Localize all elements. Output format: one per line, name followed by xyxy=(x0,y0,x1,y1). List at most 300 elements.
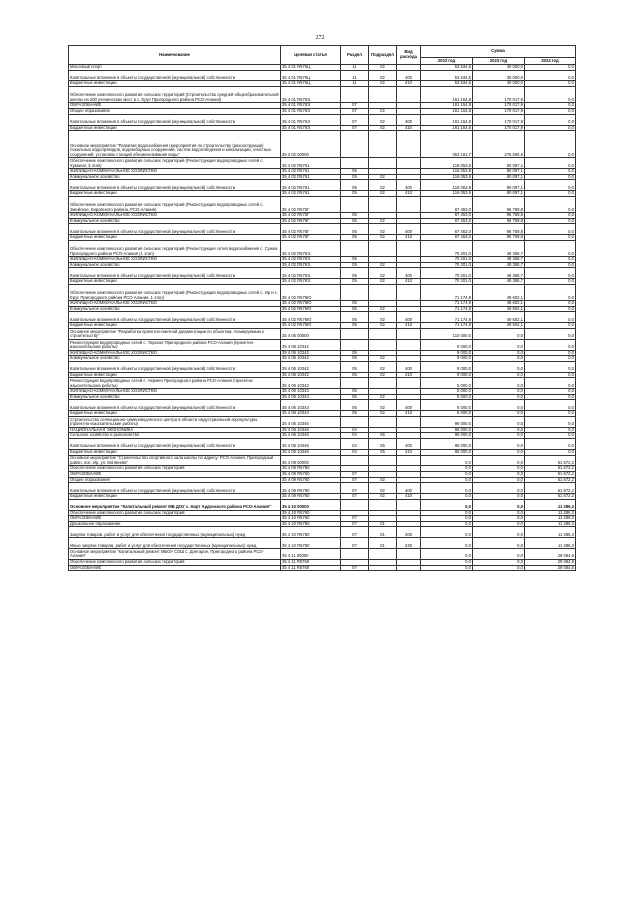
cell-2022: 5 000,0 xyxy=(421,400,473,411)
cell-code: 35 4 06 10343 xyxy=(281,389,341,395)
cell-2022: 5 000,0 xyxy=(421,394,473,400)
cell-section: 05 xyxy=(341,411,369,417)
table-row xyxy=(69,328,576,339)
cell-code: 35 4 09 R5760 xyxy=(281,483,341,494)
table-row xyxy=(69,499,576,510)
cell-2022: 5 000,0 xyxy=(421,389,473,395)
cell-name: Закупка товаров, работ и услуг для обеспечения государственных (муниципальных) нужд xyxy=(69,527,281,538)
table-row xyxy=(69,240,576,256)
cell-code: 35 4 10 R5760 xyxy=(281,538,341,549)
cell-2024: 0,0 xyxy=(525,103,576,109)
cell-subsection: 02 xyxy=(369,483,397,494)
cell-subsection: 02 xyxy=(369,70,397,81)
cell-2023: 48 356,7 xyxy=(473,257,525,263)
cell-name: Капитальные вложения в объекты государственной (муниципальной) собственности xyxy=(69,361,281,372)
cell-subsection: 05 xyxy=(369,439,397,450)
cell-section: 07 xyxy=(341,114,369,125)
cell-section: 05 xyxy=(341,235,369,241)
cell-name: Дошкольное образование xyxy=(69,521,281,527)
cell-2022: 5 000,0 xyxy=(421,411,473,417)
cell-2023: 48 356,7 xyxy=(473,279,525,285)
cell-code: 35 4 02 R576Г xyxy=(281,196,341,212)
cell-code: 35 4 06 10343 xyxy=(281,411,341,417)
cell-code: 35 4 02 R576Ю xyxy=(281,301,341,307)
cell-2022: 71 174,9 xyxy=(421,323,473,329)
cell-section: 05 xyxy=(341,301,369,307)
cell-2023: 0,0 xyxy=(473,499,525,510)
cell-subsection: 01 xyxy=(369,521,397,527)
cell-code: 35 4 06 10343 xyxy=(281,400,341,411)
cell-2024: 61 672,2 xyxy=(525,455,576,466)
cell-2024: 0,0 xyxy=(525,235,576,241)
cell-section xyxy=(341,416,369,427)
cell-2023: 0,0 xyxy=(473,372,525,378)
cell-2022: 0,0 xyxy=(421,560,473,566)
cell-section xyxy=(341,87,369,103)
cell-name: ЖИЛИЩНО-КОММУНАЛЬНОЕ ХОЗЯЙСТВО xyxy=(69,169,281,175)
cell-2022: 0,0 xyxy=(421,483,473,494)
cell-code: 35 4 11 00000 xyxy=(281,549,341,560)
cell-2022: 5 000,0 xyxy=(421,378,473,389)
cell-2023: 49 602,1 xyxy=(473,306,525,312)
cell-2024: 0,0 xyxy=(525,174,576,180)
cell-subsection xyxy=(369,549,397,560)
cell-expense-type xyxy=(397,565,421,571)
cell-2024: 0,0 xyxy=(525,196,576,212)
cell-code: 35 4 06 10346 xyxy=(281,433,341,439)
cell-code: 35 4 06 10343 xyxy=(281,378,341,389)
cell-2023: 170 017,9 xyxy=(473,125,525,131)
cell-name: Обеспечение комплексного развития сельских территорий xyxy=(69,560,281,566)
cell-2024: 0,0 xyxy=(525,131,576,158)
cell-section: 05 xyxy=(341,180,369,191)
table-row xyxy=(69,378,576,389)
cell-name: Коммунальное хозяйство xyxy=(69,306,281,312)
cell-2023: 80 097,1 xyxy=(473,169,525,175)
cell-2023: 48 356,7 xyxy=(473,262,525,268)
cell-2022: 110 000,0 xyxy=(421,328,473,339)
cell-2023: 0,0 xyxy=(473,565,525,571)
cell-name: Реконструкция водопроводных сетей с. Чермен Пригородного района РСО-Алания (проектно-изыскательские работы) xyxy=(69,378,281,389)
cell-name: Обеспечение комплексного развития сельских территорий xyxy=(69,510,281,516)
cell-name: Основное мероприятие "Строительство спортивного зала школы по адресу: РСО-Алания, Пригородный район, пос. Ир, ул. Матвеева" xyxy=(69,455,281,466)
cell-2024: 0,0 xyxy=(525,158,576,169)
cell-section: 07 xyxy=(341,521,369,527)
cell-code: 35 4 02 R576Ю xyxy=(281,306,341,312)
cell-2023: 96 759,8 xyxy=(473,213,525,219)
cell-subsection: 02 xyxy=(369,372,397,378)
cell-code: 35 4 01 R576Э xyxy=(281,103,341,109)
cell-2023: 48 356,7 xyxy=(473,268,525,279)
cell-2022: 161 154,8 xyxy=(421,87,473,103)
cell-section: 07 xyxy=(341,527,369,538)
cell-subsection: 02 xyxy=(369,109,397,115)
cell-section: 05 xyxy=(341,394,369,400)
cell-2024: 0,0 xyxy=(525,350,576,356)
cell-2023: 48 356,7 xyxy=(473,240,525,256)
cell-section: 05 xyxy=(341,213,369,219)
cell-section: 05 xyxy=(341,174,369,180)
cell-2022: 0,0 xyxy=(421,472,473,478)
cell-subsection: 02 xyxy=(369,411,397,417)
cell-2022: 67 453,0 xyxy=(421,218,473,224)
cell-section: 05 xyxy=(341,279,369,285)
cell-code: 35 4 06 00000 xyxy=(281,328,341,339)
cell-subsection: 02 xyxy=(369,477,397,483)
table-row xyxy=(69,131,576,158)
cell-subsection: 02 xyxy=(369,279,397,285)
header-2024: 2024 год xyxy=(525,58,576,65)
cell-subsection xyxy=(369,131,397,158)
cell-section: 05 xyxy=(341,356,369,362)
cell-name: Обеспечение комплексного развития сельских территорий (Реконструкция водопроводных сетей с. Хумалаг, 3 этап) xyxy=(69,158,281,169)
cell-section: 07 xyxy=(341,538,369,549)
cell-2022: 71 174,9 xyxy=(421,306,473,312)
cell-subsection: 02 xyxy=(369,235,397,241)
cell-2022: 161 154,8 xyxy=(421,125,473,131)
cell-section: 05 xyxy=(341,268,369,279)
header-subsection: Подраздел xyxy=(369,46,397,65)
table-row xyxy=(69,400,576,411)
cell-subsection: 05 xyxy=(369,449,397,455)
cell-name: Бюджетные инвестиции xyxy=(69,125,281,131)
cell-code: 35 4 02 R5761 xyxy=(281,158,341,169)
cell-2023: 96 759,8 xyxy=(473,196,525,212)
cell-code: 35 4 01 R576Э xyxy=(281,109,341,115)
cell-subsection xyxy=(369,339,397,350)
table-body xyxy=(69,65,576,571)
cell-code: 35 4 02 R576Ю xyxy=(281,323,341,329)
cell-name: ОБРАЗОВАНИЕ xyxy=(69,103,281,109)
cell-section: 07 xyxy=(341,494,369,500)
cell-section: 05 xyxy=(341,257,369,263)
cell-subsection: 02 xyxy=(369,224,397,235)
cell-2024: 0,0 xyxy=(525,114,576,125)
header-2023: 2023 год xyxy=(473,58,525,65)
cell-code: 35 4 01 R576Э xyxy=(281,114,341,125)
cell-expense-type xyxy=(397,499,421,510)
cell-name: ОБРАЗОВАНИЕ xyxy=(69,472,281,478)
cell-code: 35 4 01 R576Э xyxy=(281,87,341,103)
cell-2022: 96 000,0 xyxy=(421,433,473,439)
cell-subsection xyxy=(369,284,397,300)
cell-2023: 0,0 xyxy=(473,549,525,560)
cell-2023: 0,0 xyxy=(473,560,525,566)
cell-code: 35 4 09 R5760 xyxy=(281,472,341,478)
cell-expense-type xyxy=(397,87,421,103)
cell-2022: 96 000,0 xyxy=(421,416,473,427)
cell-expense-type: 400 xyxy=(397,439,421,450)
cell-2022: 0,0 xyxy=(421,510,473,516)
cell-expense-type: 410 xyxy=(397,411,421,417)
cell-name: ОБРАЗОВАНИЕ xyxy=(69,516,281,522)
cell-name: Капитальные вложения в объекты государственной (муниципальной) собственности xyxy=(69,400,281,411)
cell-name: Основное мероприятие "Капитальный ремонт МБОУ СОШ с. Донгарон, Пригородного района РСО-Алания" xyxy=(69,549,281,560)
cell-2023: 30 000,0 xyxy=(473,70,525,81)
cell-2023: 49 602,1 xyxy=(473,301,525,307)
cell-2023: 0,0 xyxy=(473,433,525,439)
cell-section: 11 xyxy=(341,81,369,87)
cell-name: Коммунальное хозяйство xyxy=(69,174,281,180)
cell-expense-type: 410 xyxy=(397,125,421,131)
cell-code: 35 4 02 R576Г xyxy=(281,213,341,219)
cell-2023: 80 097,1 xyxy=(473,191,525,197)
cell-section: 05 xyxy=(341,400,369,411)
cell-2023: 0,0 xyxy=(473,527,525,538)
cell-2024: 0,0 xyxy=(525,339,576,350)
cell-expense-type: 410 xyxy=(397,323,421,329)
cell-2023: 0,0 xyxy=(473,455,525,466)
cell-section: 05 xyxy=(341,389,369,395)
cell-code: 35 4 06 10346 xyxy=(281,449,341,455)
cell-2024: 0,0 xyxy=(525,439,576,450)
cell-2024: 0,0 xyxy=(525,312,576,323)
cell-2022: 0,0 xyxy=(421,494,473,500)
cell-subsection: 02 xyxy=(369,180,397,191)
cell-code: 35 4 06 10343 xyxy=(281,394,341,400)
cell-section: 04 xyxy=(341,427,369,433)
cell-2022: 0,0 xyxy=(421,477,473,483)
cell-name: Капитальные вложения в объекты государственной (муниципальной) собственности xyxy=(69,268,281,279)
cell-subsection: 02 xyxy=(369,268,397,279)
cell-name: Коммунальное хозяйство xyxy=(69,356,281,362)
cell-code: 35 4 09 R5760 xyxy=(281,477,341,483)
cell-code: 35 4 02 R576Э xyxy=(281,279,341,285)
cell-subsection: 02 xyxy=(369,356,397,362)
cell-2024: 61 672,2 xyxy=(525,466,576,472)
cell-2022: 71 174,9 xyxy=(421,284,473,300)
cell-2022: 70 201,0 xyxy=(421,240,473,256)
cell-subsection xyxy=(369,328,397,339)
cell-section xyxy=(341,455,369,466)
cell-name: Обеспечение комплексного развития сельских территорий (Реконструкция водопроводных сетей с. Змейское, Кировского района, РСО-Алания) xyxy=(69,196,281,212)
cell-2024: 0,0 xyxy=(525,240,576,256)
cell-name: Реконструкция водопроводных сетей с. Тарское Пригородного района РСО-Алания (проектно-изыскательские работы) xyxy=(69,339,281,350)
cell-2022: 0,0 xyxy=(421,527,473,538)
cell-name: ОБРАЗОВАНИЕ xyxy=(69,565,281,571)
header-sum: Сумма xyxy=(421,46,576,58)
cell-expense-type: 410 xyxy=(397,449,421,455)
cell-code: 35 4 11 R5760 xyxy=(281,565,341,571)
table-row xyxy=(69,527,576,538)
cell-name: Бюджетные инвестиции xyxy=(69,323,281,329)
cell-subsection: 01 xyxy=(369,527,397,538)
cell-subsection: 02 xyxy=(369,312,397,323)
cell-expense-type: 410 xyxy=(397,235,421,241)
cell-code: 35 4 02 R576Г xyxy=(281,224,341,235)
cell-2022: 0,0 xyxy=(421,499,473,510)
cell-section: 07 xyxy=(341,516,369,522)
table-header xyxy=(69,46,576,65)
cell-name: Бюджетные инвестиции xyxy=(69,449,281,455)
cell-name: Основное мероприятие "Разработка проектно-сметной документации по объектам, планируемым к строительству" xyxy=(69,328,281,339)
cell-section: 07 xyxy=(341,125,369,131)
cell-subsection xyxy=(369,499,397,510)
cell-2023: 0,0 xyxy=(473,378,525,389)
cell-2024: 0,0 xyxy=(525,400,576,411)
cell-name: Обеспечение комплексного развития сельских территорий xyxy=(69,466,281,472)
cell-2022: 70 201,0 xyxy=(421,257,473,263)
cell-2024: 11 286,3 xyxy=(525,527,576,538)
cell-2024: 0,0 xyxy=(525,109,576,115)
cell-code: 35 4 09 R5760 xyxy=(281,494,341,500)
cell-code: 35 4 02 R576Ю xyxy=(281,284,341,300)
cell-subsection: 02 xyxy=(369,174,397,180)
cell-2024: 0,0 xyxy=(525,279,576,285)
cell-2022: 161 154,8 xyxy=(421,109,473,115)
header-expense-type: Вид расхода xyxy=(397,46,421,65)
cell-2024: 61 672,2 xyxy=(525,483,576,494)
cell-subsection: 02 xyxy=(369,361,397,372)
cell-2022: 0,0 xyxy=(421,516,473,522)
cell-name: Бюджетные инвестиции xyxy=(69,191,281,197)
cell-2023: 0,0 xyxy=(473,466,525,472)
table-row xyxy=(69,180,576,191)
cell-expense-type: 410 xyxy=(397,279,421,285)
cell-2023: 49 602,1 xyxy=(473,284,525,300)
cell-name: Капитальные вложения в объекты государственной (муниципальной) собственности xyxy=(69,224,281,235)
cell-subsection xyxy=(369,240,397,256)
cell-name: Капитальные вложения в объекты государственной (муниципальной) собственности xyxy=(69,180,281,191)
cell-2022: 67 453,0 xyxy=(421,196,473,212)
cell-section xyxy=(341,549,369,560)
cell-subsection xyxy=(369,158,397,169)
cell-2024: 61 672,2 xyxy=(525,472,576,478)
cell-section: 04 xyxy=(341,449,369,455)
cell-2022: 9 000,0 xyxy=(421,350,473,356)
cell-2024: 0,0 xyxy=(525,449,576,455)
cell-2022: 9 000,0 xyxy=(421,372,473,378)
cell-expense-type: 410 xyxy=(397,81,421,87)
cell-2023: 0,0 xyxy=(473,494,525,500)
header-section: Раздел xyxy=(341,46,369,65)
cell-subsection: 02 xyxy=(369,125,397,131)
cell-section xyxy=(341,339,369,350)
cell-section: 05 xyxy=(341,262,369,268)
cell-2024: 11 286,3 xyxy=(525,516,576,522)
cell-2024: 0,0 xyxy=(525,378,576,389)
cell-2023: 0,0 xyxy=(473,472,525,478)
cell-name: Капитальные вложения в объекты государственной (муниципальной) собственности xyxy=(69,312,281,323)
cell-code: 35 4 06 10342 xyxy=(281,356,341,362)
table-row xyxy=(69,565,576,571)
cell-2023: 49 602,1 xyxy=(473,323,525,329)
cell-2024: 0,0 xyxy=(525,433,576,439)
cell-expense-type: 400 xyxy=(397,400,421,411)
cell-subsection: 02 xyxy=(369,114,397,125)
cell-2022: 53 534,5 xyxy=(421,65,473,71)
cell-2024: 0,0 xyxy=(525,224,576,235)
cell-name: Капитальные вложения в объекты государственной (муниципальной) собственности xyxy=(69,114,281,125)
cell-2022: 0,0 xyxy=(421,521,473,527)
cell-code: 35 4 02 R576Ю xyxy=(281,312,341,323)
cell-expense-type: 400 xyxy=(397,114,421,125)
table-row xyxy=(69,268,576,279)
cell-code: 35 4 02 R576Э xyxy=(281,262,341,268)
budget-table xyxy=(68,45,576,571)
cell-2023: 80 097,1 xyxy=(473,158,525,169)
cell-2023: 96 759,8 xyxy=(473,224,525,235)
cell-2024: 11 286,3 xyxy=(525,538,576,549)
cell-code: 35 4 02 R576Г xyxy=(281,235,341,241)
page-number: 272 xyxy=(315,35,325,41)
cell-expense-type xyxy=(397,549,421,560)
cell-subsection: 02 xyxy=(369,323,397,329)
cell-section: 05 xyxy=(341,312,369,323)
cell-2024: 0,0 xyxy=(525,125,576,131)
cell-expense-type: 200 xyxy=(397,527,421,538)
cell-section: 05 xyxy=(341,224,369,235)
header-2022: 2022 год xyxy=(421,58,473,65)
cell-2024: 29 084,6 xyxy=(525,560,576,566)
cell-2022: 116 053,8 xyxy=(421,174,473,180)
cell-expense-type xyxy=(397,196,421,212)
cell-name: Основное мероприятие "Развитие водоснабжения (мероприятия по строительству (реконструкции) локальных водопроводов, водозаборных сооружений, систем водоотведения и канализации, очистных сооружений, установок станций обезжелезивания воды" xyxy=(69,131,281,158)
cell-2022: 116 053,8 xyxy=(421,158,473,169)
cell-section: 04 xyxy=(341,433,369,439)
cell-2024: 0,0 xyxy=(525,70,576,81)
cell-2023: 0,0 xyxy=(473,339,525,350)
table-row xyxy=(69,224,576,235)
cell-2022: 70 201,0 xyxy=(421,262,473,268)
cell-section: 07 xyxy=(341,483,369,494)
cell-2024: 0,0 xyxy=(525,257,576,263)
cell-subsection: 02 xyxy=(369,494,397,500)
cell-expense-type xyxy=(397,455,421,466)
cell-2022: 71 174,9 xyxy=(421,301,473,307)
cell-section: 11 xyxy=(341,65,369,71)
cell-2022: 161 154,8 xyxy=(421,114,473,125)
table-row xyxy=(69,439,576,450)
cell-subsection xyxy=(369,455,397,466)
cell-2024: 0,0 xyxy=(525,262,576,268)
cell-2022: 116 053,8 xyxy=(421,180,473,191)
cell-2022: 116 053,8 xyxy=(421,191,473,197)
cell-code: 35 4 01 R576Э xyxy=(281,125,341,131)
cell-2023: 0,0 xyxy=(473,400,525,411)
cell-2024: 0,0 xyxy=(525,323,576,329)
cell-code: 35 4 01 R576Ц xyxy=(281,70,341,81)
cell-name: Общее образование xyxy=(69,109,281,115)
cell-name: ЖИЛИЩНО-КОММУНАЛЬНОЕ ХОЗЯЙСТВО xyxy=(69,389,281,395)
cell-name: НАЦИОНАЛЬНАЯ ЭКОНОМИКА xyxy=(69,427,281,433)
table-row xyxy=(69,196,576,212)
cell-2023: 0,0 xyxy=(473,356,525,362)
cell-2023: 0,0 xyxy=(473,350,525,356)
cell-section: 05 xyxy=(341,372,369,378)
table-row xyxy=(69,455,576,466)
cell-code: 35 4 02 R5761 xyxy=(281,191,341,197)
cell-2023: 0,0 xyxy=(473,411,525,417)
cell-section xyxy=(341,196,369,212)
table-row xyxy=(69,538,576,549)
cell-2024: 0,0 xyxy=(525,389,576,395)
cell-subsection: 02 xyxy=(369,400,397,411)
cell-2023: 0,0 xyxy=(473,516,525,522)
cell-section: 05 xyxy=(341,361,369,372)
cell-name: Капитальные вложения в объекты государственной (муниципальной) собственности xyxy=(69,483,281,494)
cell-section: 04 xyxy=(341,439,369,450)
cell-subsection: 05 xyxy=(369,433,397,439)
cell-section: 05 xyxy=(341,323,369,329)
cell-subsection xyxy=(369,87,397,103)
cell-subsection xyxy=(369,416,397,427)
cell-section: 07 xyxy=(341,565,369,571)
cell-code: 35 4 06 10346 xyxy=(281,427,341,433)
cell-code: 35 4 02 R576Э xyxy=(281,257,341,263)
cell-section xyxy=(341,158,369,169)
cell-2023: 30 000,0 xyxy=(473,81,525,87)
